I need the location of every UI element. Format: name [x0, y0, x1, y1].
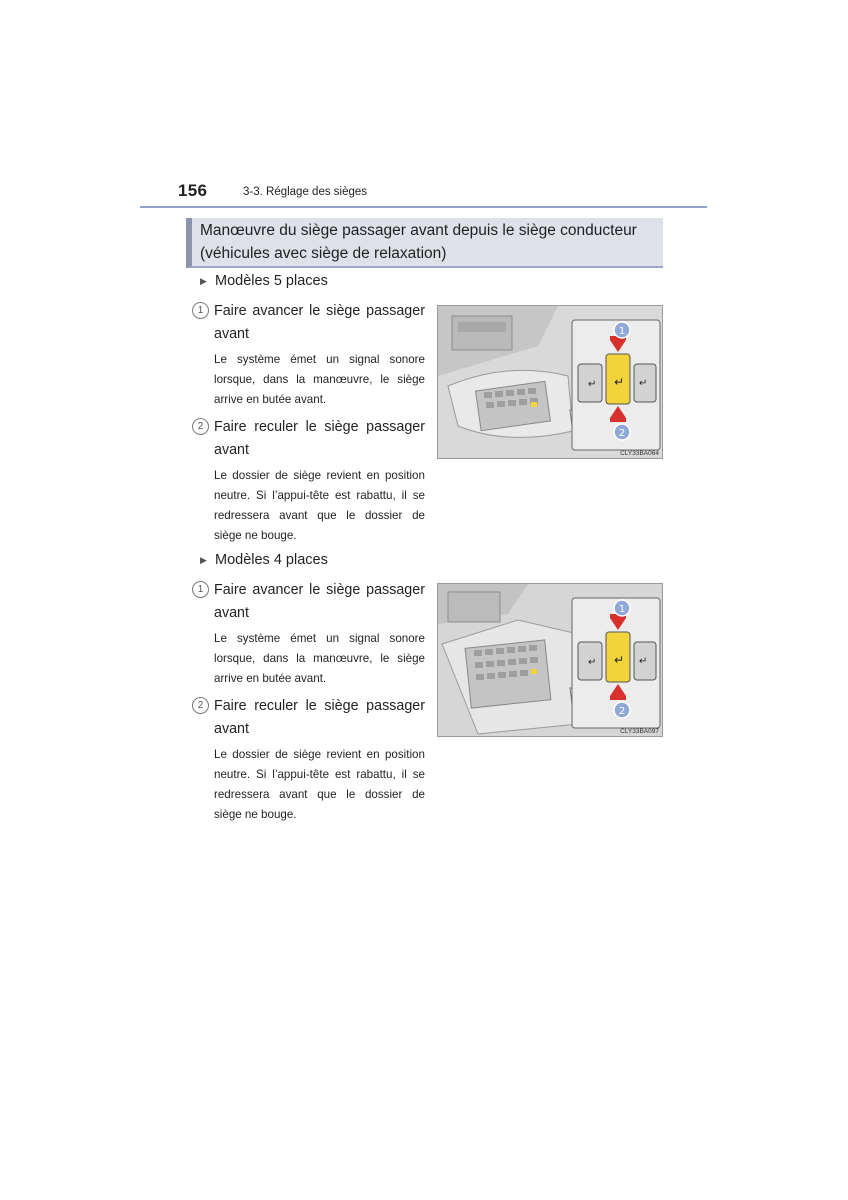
word: le	[380, 373, 390, 386]
step-item	[192, 300, 425, 345]
note-last-line: siège ne bouge.	[214, 808, 297, 821]
model-heading-label: Modèles 5 places	[215, 273, 328, 289]
word: siège	[326, 303, 361, 319]
callout-2: 2	[618, 428, 626, 439]
step-item	[192, 695, 425, 740]
console-illustration	[438, 306, 663, 459]
word: Le	[214, 748, 227, 761]
svg-text:↵: ↵	[588, 379, 597, 390]
callout-2: 2	[618, 706, 626, 717]
word: émet	[290, 632, 317, 645]
word: redressera	[214, 788, 270, 801]
console-illustration	[438, 584, 663, 737]
word: sonore	[389, 632, 425, 645]
word: de	[275, 469, 288, 482]
word: signal	[349, 353, 380, 366]
step-title-last-line: avant	[214, 325, 249, 342]
step-title	[214, 695, 425, 740]
word: manœuvre,	[313, 652, 373, 665]
word: il	[401, 489, 407, 502]
header-rule	[140, 206, 707, 208]
word: passager	[366, 303, 425, 319]
word: de	[412, 788, 425, 801]
section-title-box	[186, 218, 663, 268]
word: avancer	[252, 582, 304, 598]
word: système	[237, 632, 281, 645]
word: rabattu,	[356, 768, 396, 781]
word: signal	[349, 632, 380, 645]
word: avancer	[252, 303, 304, 319]
word: la	[296, 373, 306, 386]
figure-code: CLY33BA064	[620, 450, 659, 457]
note-last-line: arrive en butée avant.	[214, 393, 327, 406]
word: le	[346, 509, 356, 522]
step-title	[214, 300, 425, 345]
word: passager	[366, 698, 425, 714]
word: que	[317, 509, 337, 522]
word: de	[412, 509, 425, 522]
svg-text:↵: ↵	[614, 375, 625, 389]
step-number-badge: 2	[192, 697, 209, 714]
word: le	[346, 788, 356, 801]
step-note	[214, 466, 425, 546]
triangle-bullet-icon: ▶	[200, 275, 207, 286]
word: dossier	[232, 469, 270, 482]
step-number-badge: 1	[192, 302, 209, 319]
step-title	[214, 416, 425, 461]
word: lorsque,	[214, 652, 256, 665]
step-note	[214, 629, 425, 689]
word: Si	[256, 489, 267, 502]
word: un	[326, 353, 340, 366]
word: siège	[397, 652, 425, 665]
svg-text:↵: ↵	[639, 656, 648, 667]
word: siège	[324, 419, 359, 435]
step-title-last-line: avant	[214, 604, 249, 621]
word: reculer	[254, 698, 298, 714]
word: redressera	[214, 509, 270, 522]
model-heading	[200, 273, 328, 289]
word: dans	[263, 652, 289, 665]
word: l’appui-tête	[272, 768, 330, 781]
word: Faire	[214, 582, 247, 598]
word: neutre.	[214, 768, 251, 781]
step-number-badge: 2	[192, 418, 209, 435]
word: le	[309, 582, 321, 598]
word: Faire	[214, 419, 247, 435]
word: se	[412, 768, 425, 781]
step-title-last-line: avant	[214, 441, 249, 458]
word: lorsque,	[214, 373, 256, 386]
word: Le	[214, 632, 227, 645]
callout-1: 1	[618, 326, 626, 337]
word: dossier	[232, 748, 270, 761]
word: Faire	[214, 698, 247, 714]
note-last-line: siège ne bouge.	[214, 529, 297, 542]
word: Faire	[214, 303, 247, 319]
word: siège	[397, 373, 425, 386]
word: avant	[279, 788, 308, 801]
svg-text:↵: ↵	[614, 653, 625, 667]
step-title-last-line: avant	[214, 720, 249, 737]
figure-seat-controls	[437, 583, 663, 737]
word: se	[412, 489, 425, 502]
word: dossier	[364, 509, 403, 522]
word: dossier	[364, 788, 403, 801]
word: revient	[326, 748, 362, 761]
word: siège	[293, 748, 322, 761]
model-heading	[200, 552, 328, 568]
word: Le	[214, 353, 227, 366]
figure-code: CLY33BA097	[620, 728, 659, 735]
word: le	[305, 698, 317, 714]
step-item	[192, 416, 425, 461]
model-heading-label: Modèles 4 places	[215, 552, 328, 568]
word: passager	[366, 419, 425, 435]
word: le	[305, 419, 317, 435]
word: sonore	[389, 353, 425, 366]
word: est	[334, 768, 351, 781]
word: manœuvre,	[313, 373, 373, 386]
word: avant	[279, 509, 308, 522]
word: Si	[256, 768, 267, 781]
svg-text:↵: ↵	[639, 378, 648, 389]
word: siège	[326, 582, 361, 598]
step-note	[214, 350, 425, 410]
word: reculer	[254, 419, 298, 435]
word: revient	[326, 469, 362, 482]
step-note	[214, 745, 425, 825]
section-title-line-2: (véhicules avec siège de relaxation)	[200, 245, 447, 262]
word: rabattu,	[356, 489, 396, 502]
word: émet	[290, 353, 317, 366]
word: dans	[263, 373, 289, 386]
triangle-bullet-icon: ▶	[200, 554, 207, 565]
word: neutre.	[214, 489, 251, 502]
step-item	[192, 579, 425, 624]
word: le	[380, 652, 390, 665]
word: la	[296, 652, 306, 665]
word: de	[275, 748, 288, 761]
word: l’appui-tête	[272, 489, 330, 502]
word: en	[366, 469, 380, 482]
word: position	[384, 469, 425, 482]
word: passager	[366, 582, 425, 598]
page-number: 156	[178, 181, 208, 200]
word: Le	[214, 469, 227, 482]
word: siège	[293, 469, 322, 482]
section-title-line-1: Manœuvre du siège passager avant depuis le siège conducteur	[200, 222, 637, 239]
word: il	[401, 768, 407, 781]
word: en	[366, 748, 380, 761]
callout-1: 1	[618, 604, 626, 615]
breadcrumb: 3-3. Réglage des sièges	[243, 186, 368, 198]
svg-text:↵: ↵	[588, 657, 597, 668]
word: position	[384, 748, 425, 761]
word: un	[326, 632, 340, 645]
word: siège	[324, 698, 359, 714]
figure-seat-controls	[437, 305, 663, 459]
step-number-badge: 1	[192, 581, 209, 598]
note-last-line: arrive en butée avant.	[214, 672, 327, 685]
word: est	[334, 489, 351, 502]
step-title	[214, 579, 425, 624]
word: le	[309, 303, 321, 319]
word: que	[317, 788, 337, 801]
word: système	[237, 353, 281, 366]
